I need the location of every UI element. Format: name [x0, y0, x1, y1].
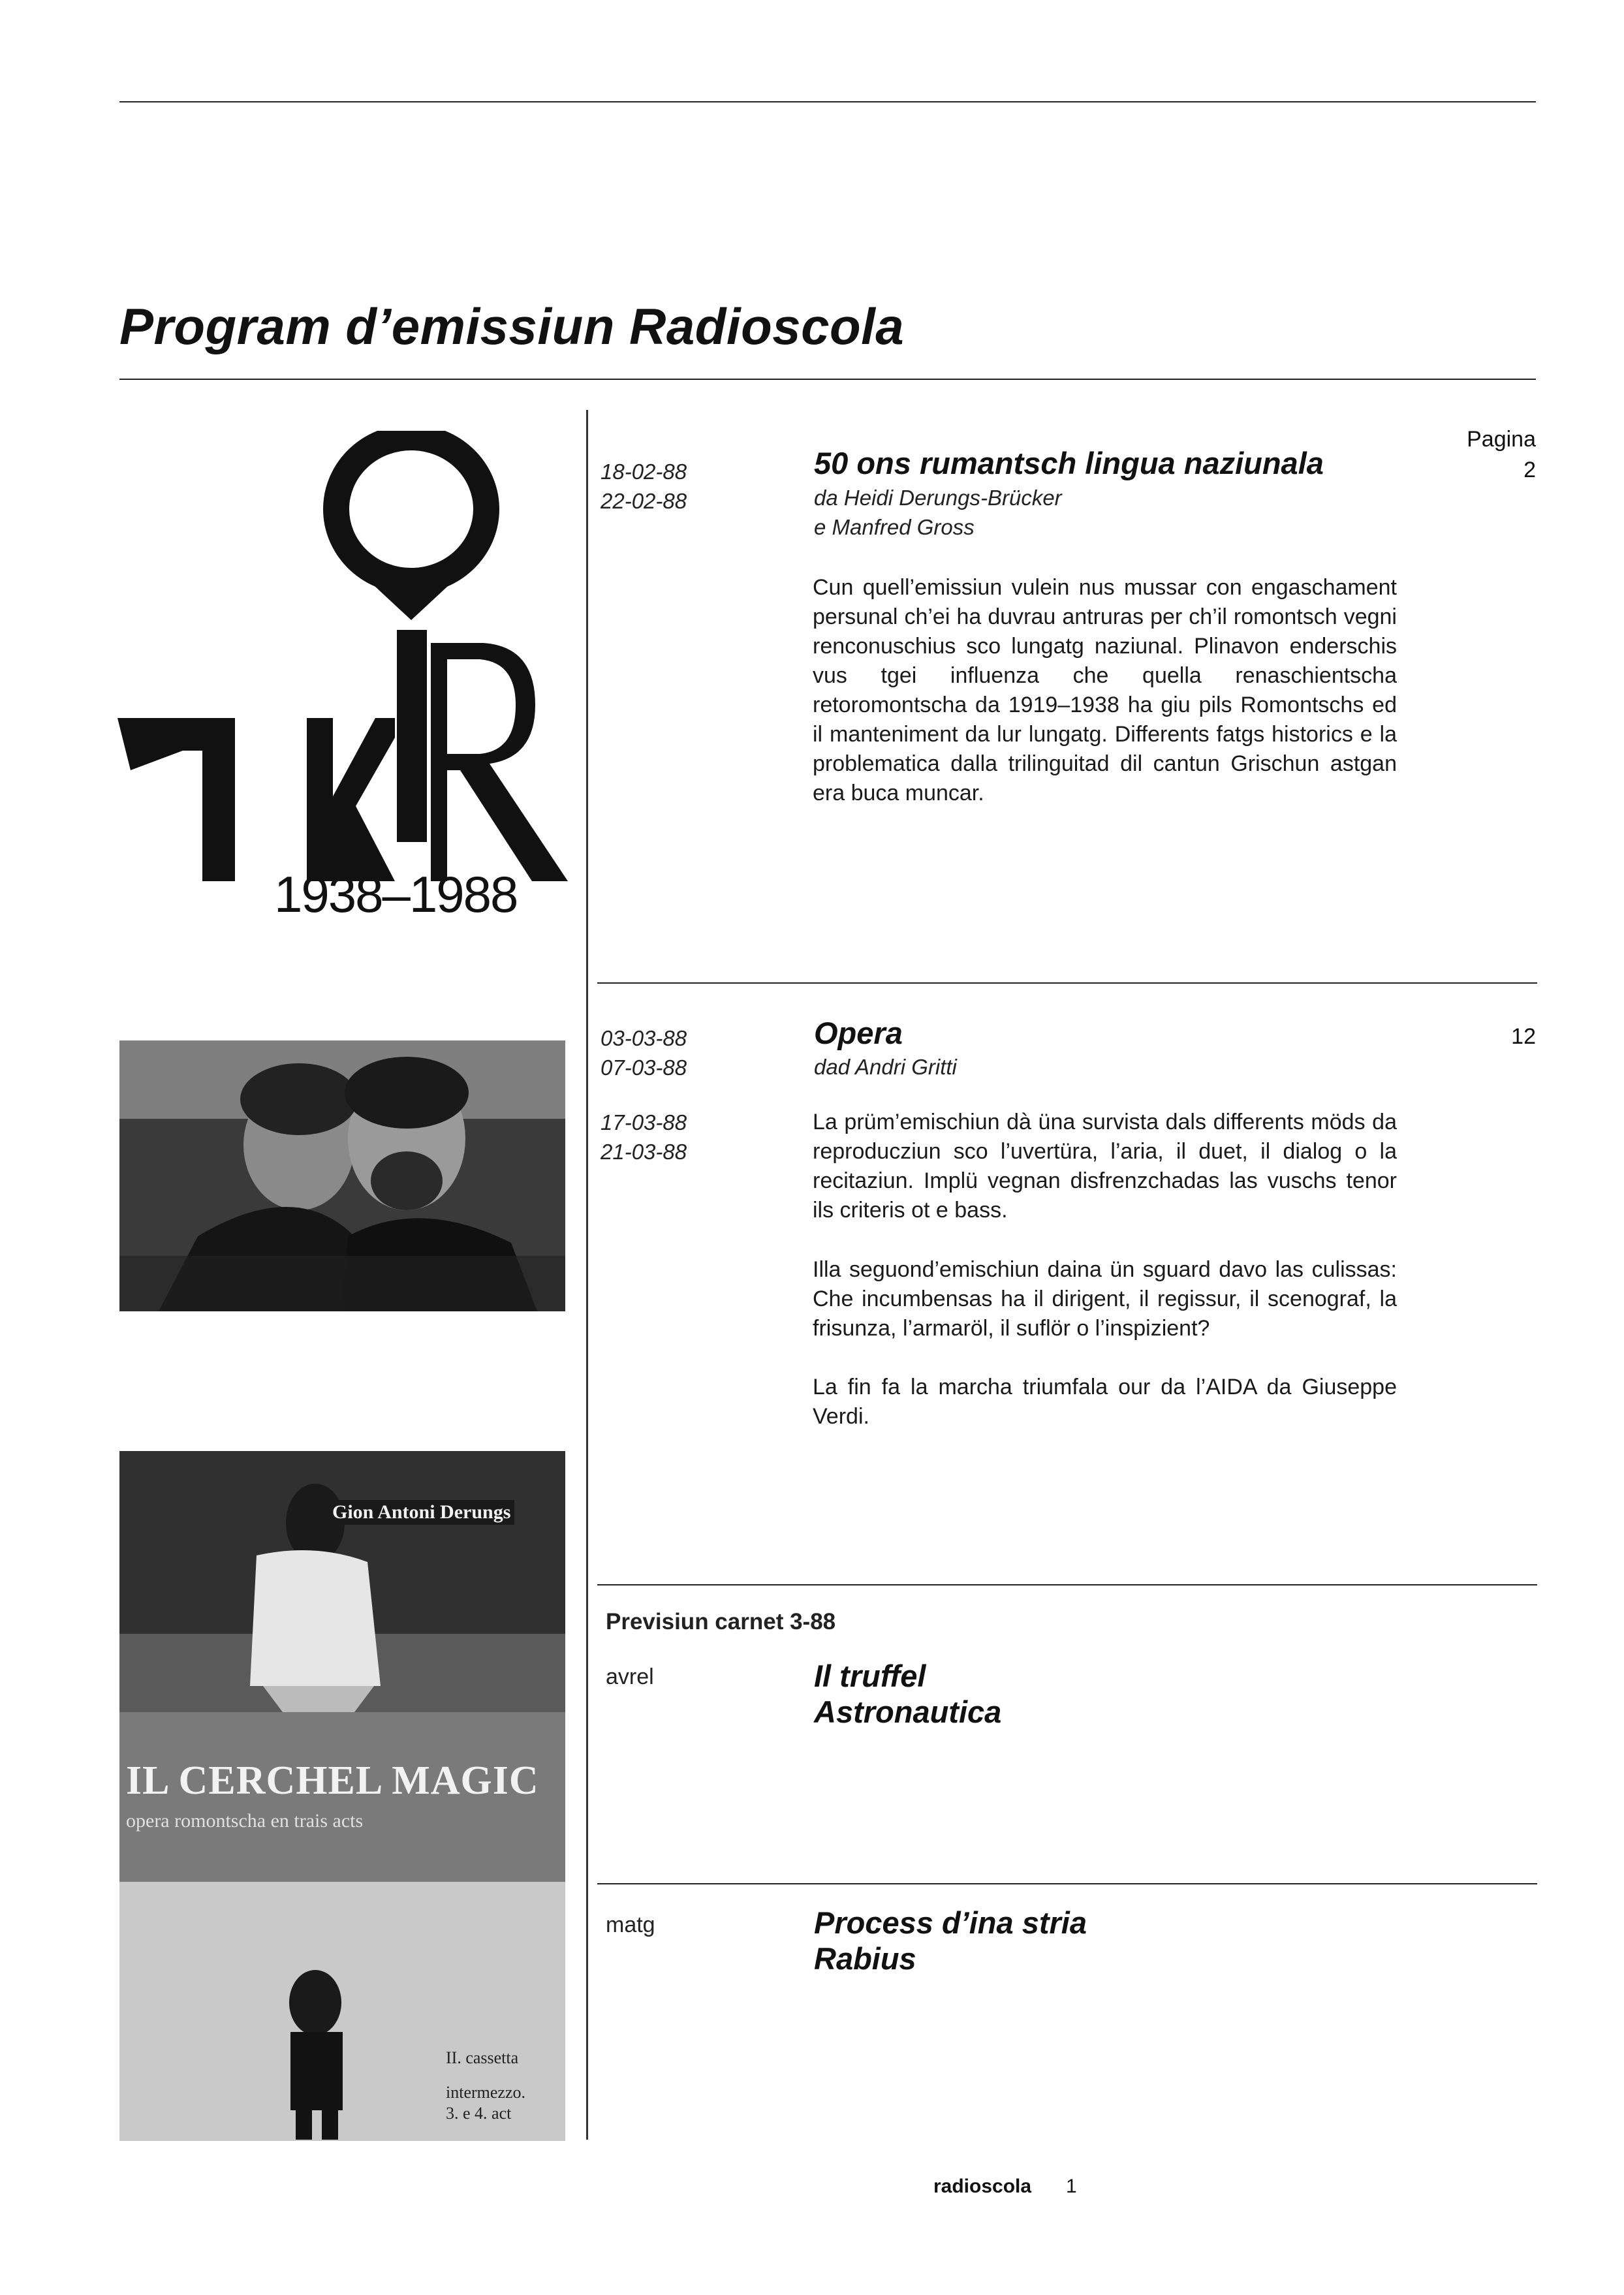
logo-ligia-romontscha	[117, 431, 574, 927]
preview-month-1: avrel	[606, 1664, 654, 1689]
preview-title-2a: Process d’ina stria	[814, 1905, 1087, 1940]
title-rule	[119, 379, 1536, 380]
logo-graphic	[117, 431, 574, 927]
top-rule	[119, 101, 1536, 102]
section-rule-3	[597, 1883, 1537, 1884]
entry1-body: Cun quell’emissiun vulein nus mussar con engaschament persunal ch’ei ha duvrau antruras per ch’il romontsch vegni renconuschius sco lungatg naziunal. Plinavon enderschis vus tgei influenza che quella renaschientscha retoromontscha da 1919–1938 ha giu pils Romontschs ed il manteniment da lur lungatg. Differents fatgs historics e la problematica dalla trilinguitad dil cantun Grischun astgan era buca muncar.	[813, 575, 1397, 805]
entry1-author-1: da Heidi Derungs-Brücker	[814, 486, 1062, 510]
entry1-title: 50 ons rumantsch lingua naziunala	[814, 446, 1324, 480]
poster-intermezzo: intermezzo.	[446, 2083, 525, 2102]
preview-title-1a: Il truffel	[814, 1659, 926, 1693]
poster-title: IL CERCHEL MAGIC	[126, 1758, 539, 1803]
opera-singers-photo	[119, 1040, 565, 1311]
entry2-date-2: 07-03-88	[601, 1055, 687, 1080]
entry2-title: Opera	[814, 1016, 903, 1050]
poster-cassetta: II. cassetta	[446, 2048, 519, 2067]
entry2-author: dad Andri Gritti	[814, 1055, 957, 1079]
entry2-body-3: La fin fa la marcha triumfala our da l’AIDA da Giuseppe Verdi.	[813, 1375, 1397, 1429]
entry1-author-2: e Manfred Gross	[814, 515, 975, 539]
preview-heading: Previsiun carnet 3-88	[606, 1609, 836, 1634]
entry2-date-3: 17-03-88	[601, 1110, 687, 1134]
page-label: Pagina	[1467, 427, 1536, 452]
entry2-body-2: Illa seguond’emischiun daina ün sguard davo las culissas: Che incumbensas ha il dirigent, il regissur, il scenograf, la frisunza, l’armaröl, il suflör o l’inspizient?	[813, 1257, 1397, 1341]
page-title: Program d’emissiun Radioscola	[119, 298, 905, 355]
footer-label: radioscola	[933, 2176, 1032, 2197]
entry1-page: 2	[1523, 458, 1536, 482]
logo-years: 1938–1988	[274, 866, 518, 923]
footer-page: 1	[1066, 2176, 1077, 2197]
entry2-page: 12	[1511, 1024, 1536, 1049]
entry2-date-4: 21-03-88	[601, 1140, 687, 1164]
poster-subtitle: opera romontscha en trais acts	[126, 1810, 364, 1832]
entry1-date-1: 18-02-88	[601, 460, 687, 484]
entry2-body-1: La prüm’emischiun dà üna survista dals differents möds da reproducziun sco l’uvertüra, l’aria, il duet, il dialog o la recitaziun. Implü vegnan disfrenzchadas las vuschs tenor ils criteris ot e bass.	[813, 1110, 1397, 1223]
entry1-date-2: 22-02-88	[601, 489, 687, 513]
preview-title-1b: Astronautica	[814, 1694, 1002, 1729]
preview-month-2: matg	[606, 1912, 655, 1937]
cerchel-magic-photo	[119, 1451, 565, 2141]
section-rule-1	[597, 982, 1537, 984]
section-rule-2	[597, 1584, 1537, 1585]
poster-composer: Gion Antoni Derungs	[328, 1500, 514, 1525]
entry2-date-1: 03-03-88	[601, 1026, 687, 1050]
opera-photo-figures	[119, 1040, 565, 1311]
poster-acts: 3. e 4. act	[446, 2104, 512, 2123]
preview-title-2b: Rabius	[814, 1941, 916, 1976]
column-divider	[586, 410, 588, 2140]
